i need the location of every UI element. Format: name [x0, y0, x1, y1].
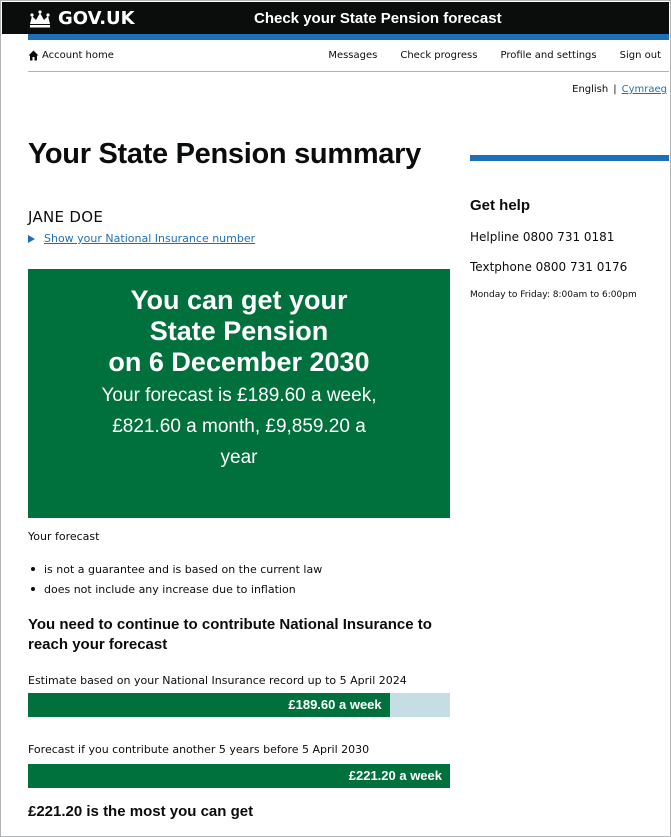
estimate-bar-fill: £189.60 a week	[28, 693, 390, 717]
nav-sign-out[interactable]: Sign out	[619, 50, 661, 61]
language-toggle	[572, 84, 667, 95]
header-blue-bar	[28, 34, 669, 40]
help-top-bar	[470, 155, 669, 161]
panel-body-line: £821.60 a month, £9,859.20 a	[112, 416, 366, 437]
forecast-label: Your forecast	[28, 530, 100, 543]
lang-english: English	[572, 84, 609, 95]
future-forecast-label: Forecast if you contribute another 5 years before 5 April 2030	[28, 743, 370, 756]
disclosure-triangle-icon	[28, 235, 35, 243]
panel-heading	[28, 285, 450, 378]
nav-home-label: Account home	[42, 50, 114, 61]
max-pension-heading: £221.20 is the most you can get	[28, 803, 254, 820]
help-title: Get help	[470, 197, 531, 214]
future-bar-fill: £221.20 a week	[28, 764, 450, 788]
textphone: Textphone 0800 731 0176	[470, 260, 628, 274]
nav-check-progress[interactable]: Check progress	[400, 50, 478, 61]
nav-profile-settings[interactable]: Profile and settings	[500, 50, 597, 61]
panel-body	[68, 380, 410, 473]
page-title: Your State Pension summary	[28, 138, 421, 170]
service-name[interactable]: Check your State Pension forecast	[254, 10, 502, 27]
help-hours: Monday to Friday: 8:00am to 6:00pm	[470, 290, 637, 300]
panel-heading-line: on 6 December 2030	[108, 347, 370, 377]
contribute-heading: You need to continue to contribute National Insurance to reach your forecast	[28, 616, 432, 653]
panel-heading-line: You can get your	[130, 285, 348, 315]
nav-account-home[interactable]	[28, 50, 114, 61]
estimate-label: Estimate based on your National Insurance record up to 5 April 2024	[28, 674, 407, 687]
helpline: Helpline 0800 731 0181	[470, 230, 615, 244]
ni-number-details[interactable]	[28, 232, 255, 245]
logo-text: GOV.UK	[58, 8, 135, 29]
ni-number-link[interactable]: Show your National Insurance number	[44, 232, 256, 245]
estimate-bar-track	[28, 693, 450, 717]
pension-date-panel	[28, 269, 450, 518]
list-item: is not a guarantee and is based on the current law	[28, 559, 322, 579]
panel-heading-line: State Pension	[149, 316, 329, 346]
future-bar-track	[28, 764, 450, 788]
lang-separator: |	[613, 84, 617, 95]
list-item: does not include any increase due to inflation	[28, 579, 322, 599]
account-nav	[28, 44, 669, 72]
govuk-logo-link[interactable]	[28, 8, 135, 29]
lang-welsh-link[interactable]: Cymraeg	[621, 84, 667, 95]
nav-messages[interactable]: Messages	[328, 50, 378, 61]
person-name: JANE DOE	[28, 208, 104, 226]
crown-icon	[28, 10, 52, 28]
home-icon	[28, 50, 39, 61]
panel-body-line: year	[220, 447, 258, 468]
forecast-bullets	[28, 559, 322, 599]
panel-body-line: Your forecast is £189.60 a week,	[101, 385, 377, 406]
govuk-header	[2, 2, 669, 34]
nav-links	[328, 50, 661, 61]
